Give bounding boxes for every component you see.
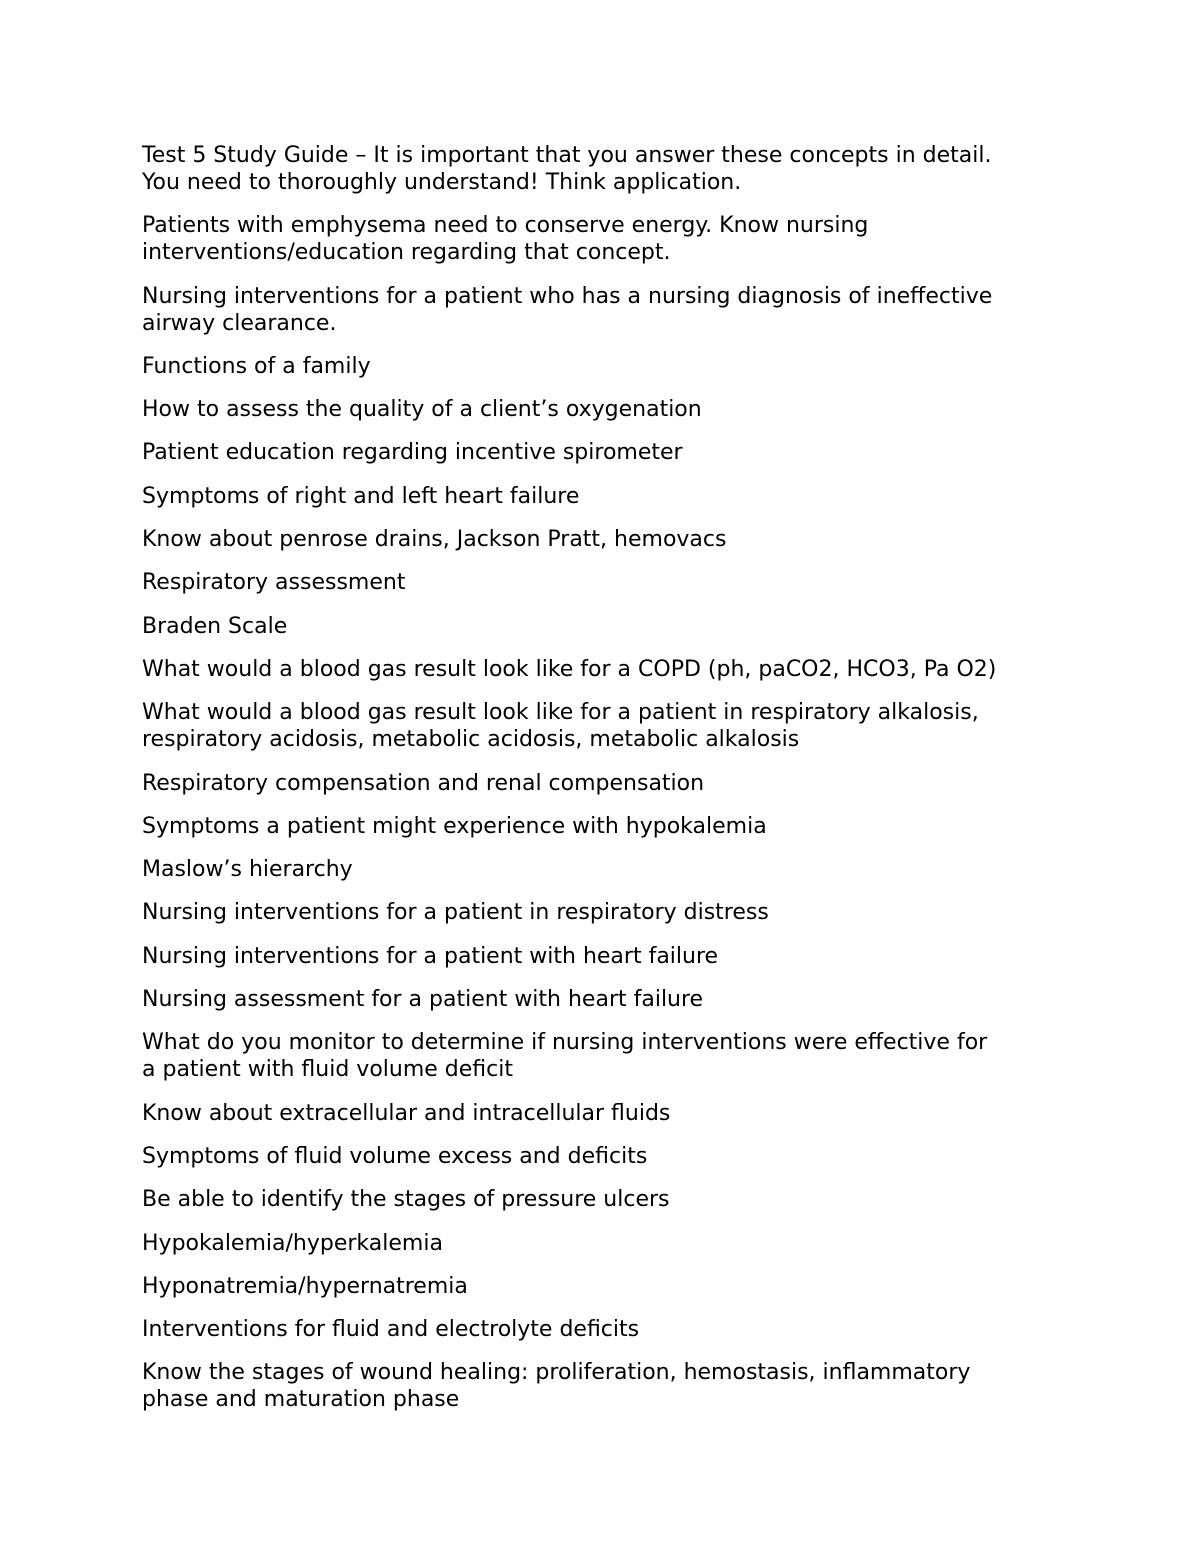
study-item: Maslow’s hierarchy: [142, 857, 353, 883]
study-item: Know about penrose drains, Jackson Pratt, hemovacs: [142, 527, 727, 553]
study-guide-title: Test 5 Study Guide – It is important that you answer these concepts in detail. You need to thoroughly understand! Think application.: [142, 143, 992, 195]
study-item: Nursing interventions for a patient with heart failure: [142, 943, 719, 969]
study-item: Nursing interventions for a patient who has a nursing diagnosis of ineffective airway clearance.: [142, 283, 993, 336]
study-item: Interventions for fluid and electrolyte deficits: [142, 1317, 640, 1343]
study-item: Braden Scale: [142, 613, 288, 639]
study-item: Nursing assessment for a patient with heart failure: [142, 987, 704, 1013]
study-item: Be able to identify the stages of pressure ulcers: [142, 1187, 670, 1213]
study-item: Hyponatremia/hypernatremia: [142, 1273, 468, 1299]
study-item: What do you monitor to determine if nursing interventions were effective for a patient with fluid volume deficit: [142, 1030, 988, 1083]
study-item: Respiratory assessment: [142, 570, 406, 596]
study-item: Respiratory compensation and renal compensation: [142, 770, 705, 796]
study-item: Patients with emphysema need to conserve energy. Know nursing interventions/education regarding that concept.: [142, 213, 869, 266]
study-item: Know the stages of wound healing: proliferation, hemostasis, inflammatory phase and maturation phase: [142, 1360, 971, 1413]
study-item: Symptoms a patient might experience with hypokalemia: [142, 813, 767, 839]
study-item: Know about extracellular and intracellular fluids: [142, 1100, 671, 1126]
study-item: What would a blood gas result look like for a COPD (ph, paCO2, HCO3, Pa O2): [142, 656, 997, 682]
study-item: Nursing interventions for a patient in respiratory distress: [142, 900, 769, 926]
study-item: Functions of a family: [142, 353, 371, 379]
study-item: How to assess the quality of a client’s oxygenation: [142, 397, 702, 423]
study-item: Symptoms of fluid volume excess and deficits: [142, 1143, 648, 1169]
study-item: Patient education regarding incentive spirometer: [142, 440, 683, 466]
study-item: Hypokalemia/hyperkalemia: [142, 1230, 443, 1256]
study-item: Symptoms of right and left heart failure: [142, 483, 580, 509]
document-body: [142, 142, 1072, 1430]
study-item: What would a blood gas result look like for a patient in respiratory alkalosis, respiratory acidosis, metabolic acidosis, metabolic alkalosis: [142, 700, 979, 753]
